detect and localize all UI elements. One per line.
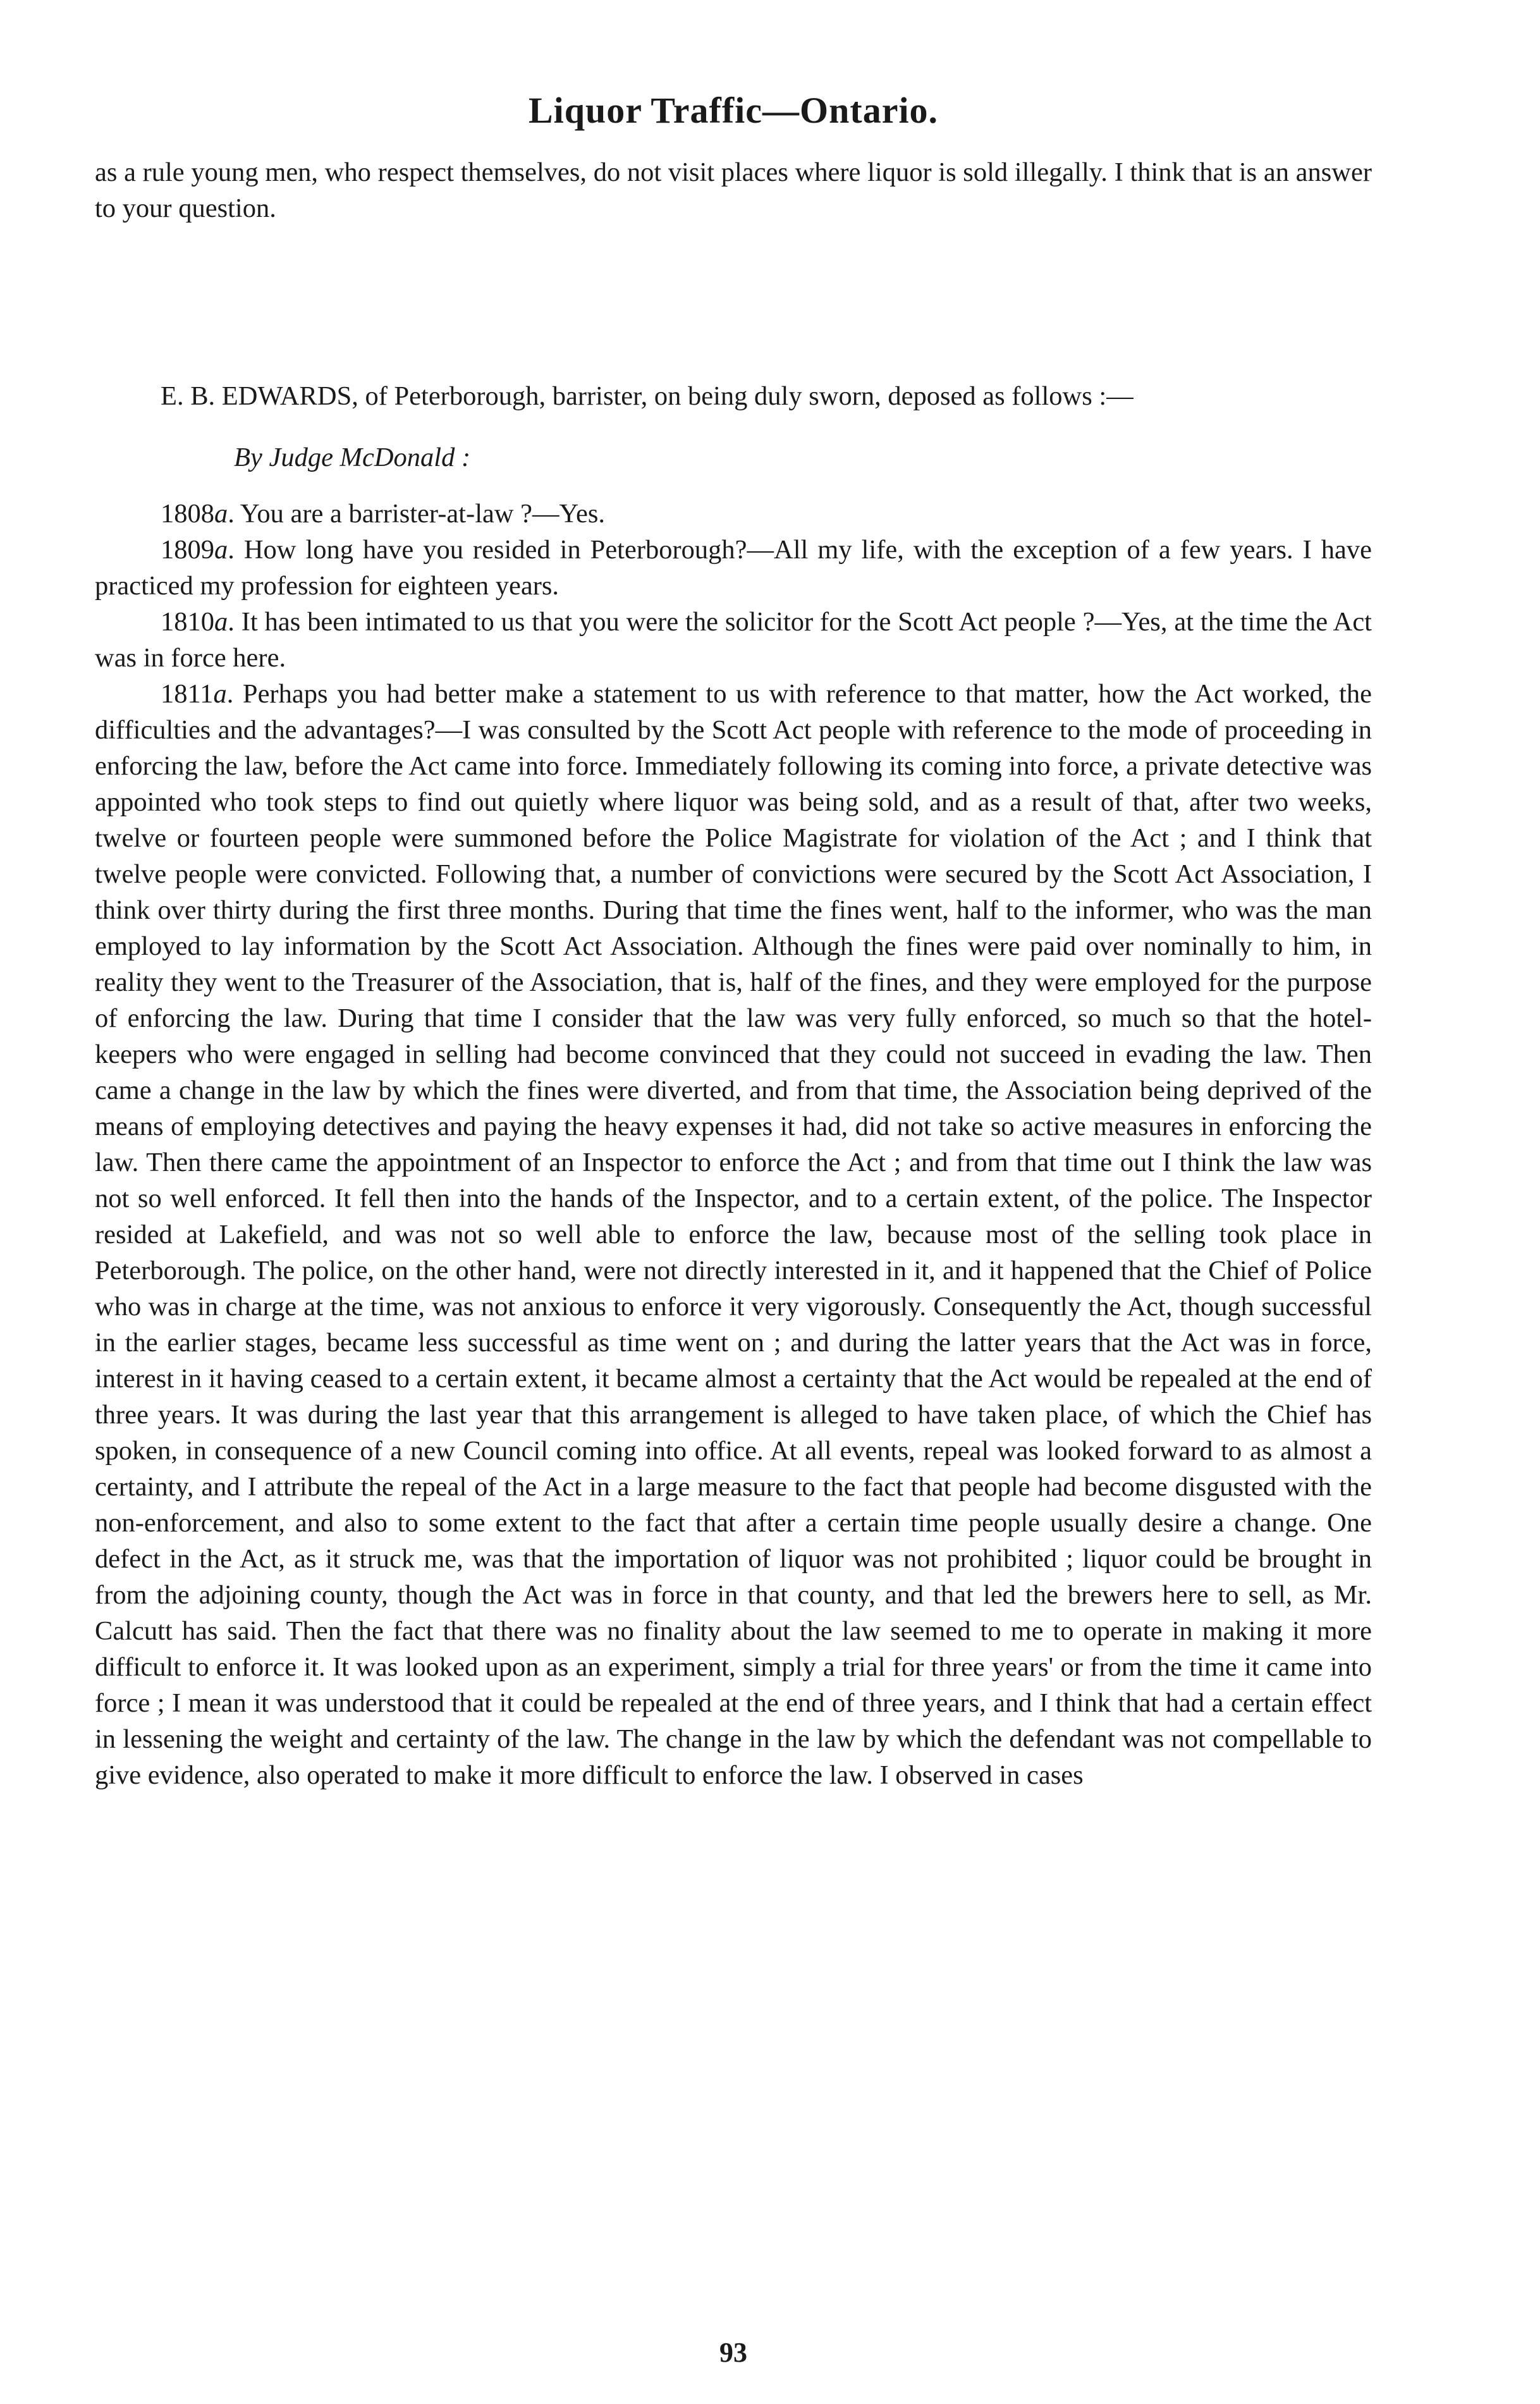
question-letter: a — [214, 607, 228, 637]
running-head: Liquor Traffic—Ontario. — [528, 90, 939, 131]
question-text: . How long have you resided in Peterborough?—All my life, with the exception of a few years. I have practiced my profession for eighteen years. — [95, 535, 1372, 601]
question-letter: a — [214, 499, 228, 529]
question-1810 — [95, 604, 1372, 676]
question-text: . You are a barrister-at-law ?—Yes. — [228, 499, 606, 529]
question-text: . It has been intimated to us that you were the solicitor for the Scott Act people ?—Yes, at the time the Act was in force here. — [95, 607, 1372, 673]
witness-intro: E. B. EDWARDS, of Peterborough, barrister, on being duly sworn, deposed as follows :— — [161, 381, 1134, 411]
continuation-paragraph: as a rule young men, who respect themselves, do not visit places where liquor is sold illegally. I think that is an answer to your question. — [95, 157, 1372, 223]
question-number: 1811 — [161, 679, 214, 709]
page-number: 93 — [719, 2337, 747, 2368]
question-number: 1810 — [161, 607, 214, 637]
question-text: . Perhaps you had better make a statement to us with reference to that matter, how the Act worked, the difficulties and the advantages?—I was consulted by the Scott Act people with reference to the mode of proceeding in enforcing the law, before the Act came into force. Immediately following its coming into force, a private detective was appointed who took steps to find out quietly where liquor was being sold, and as a result of that, after two weeks, twelve or fourteen people were summoned before the Police Magistrate for violation of the Act ; and I think that twelve people were convicted. Following that, a number of convictions were secured by the Scott Act Association, I think over thirty during the first three months. During that time the fines went, half to the informer, who was the man employed to lay information by the Scott Act Association. Although the fines were paid over nominally to him, in reality they went to the Treasurer of the Association, that is, half of the fines, and they were employed for the purpose of enforcing the law. During that time I consider that the law was very fully enforced, so much so that the hotel-keepers who were engaged in selling had become convinced that they could not succeed in evading the law. Then came a change in the law by which the fines were diverted, and from that time, the Association being deprived of the means of employing detectives and paying the heavy expenses it had, did not take so active measures in enforcing the law. Then there came the appointment of an Inspector to enforce the Act ; and from that time out I think the law was not so well enforced. It fell then into the hands of the Inspector, and to a certain extent, of the police. The Inspector resided at Lakefield, and was not so well able to enforce the law, because most of the selling took place in Peterborough. The police, on the other hand, were not directly interested in it, and it happened that the Chief of Police who was in charge at the time, was not anxious to enforce it very vigorously. Consequently the Act, though successful in the earlier stages, became less successful as time went on ; and during the latter years that the Act was in force, interest in it having ceased to a certain extent, it became almost a certainty that the Act would be repealed at the end of three years. It was during the last year that this arrangement is alleged to have taken place, of which the Chief has spoken, in consequence of a new Council coming into office. At all events, repeal was looked forward to as almost a certainty, and I attribute the repeal of the Act in a large measure to the fact that people had become disgusted with the non-enforcement, and also to some extent to the fact that after a certain time people usually desire a change. One defect in the Act, as it struck me, was that the importation of liquor was not prohibited ; liquor could be brought in from the adjoining county, though the Act was in force in that county, and that led the brewers here to sell, as Mr. Calcutt has said. Then the fact that there was no finality about the law seemed to me to operate in making it more difficult to enforce it. It was looked upon as an experiment, simply a trial for three years' or from the time it came into force ; I mean it was understood that it could be repealed at the end of three years, and I think that had a certain effect in lessening the weight and certainty of the law. The change in the law by which the defendant was not compellable to give evidence, also operated to make it more difficult to enforce the law. I observed in cases — [95, 679, 1372, 1790]
document-page — [95, 89, 1372, 2377]
question-letter: a — [213, 679, 227, 709]
section-gap — [95, 226, 1372, 378]
question-1808 — [95, 496, 1372, 532]
question-1811 — [95, 676, 1372, 1793]
question-1809 — [95, 532, 1372, 604]
question-number: 1808 — [161, 499, 214, 529]
question-letter: a — [214, 535, 228, 565]
question-number: 1809 — [161, 535, 214, 565]
examiner-heading: By Judge McDonald : — [234, 443, 471, 472]
